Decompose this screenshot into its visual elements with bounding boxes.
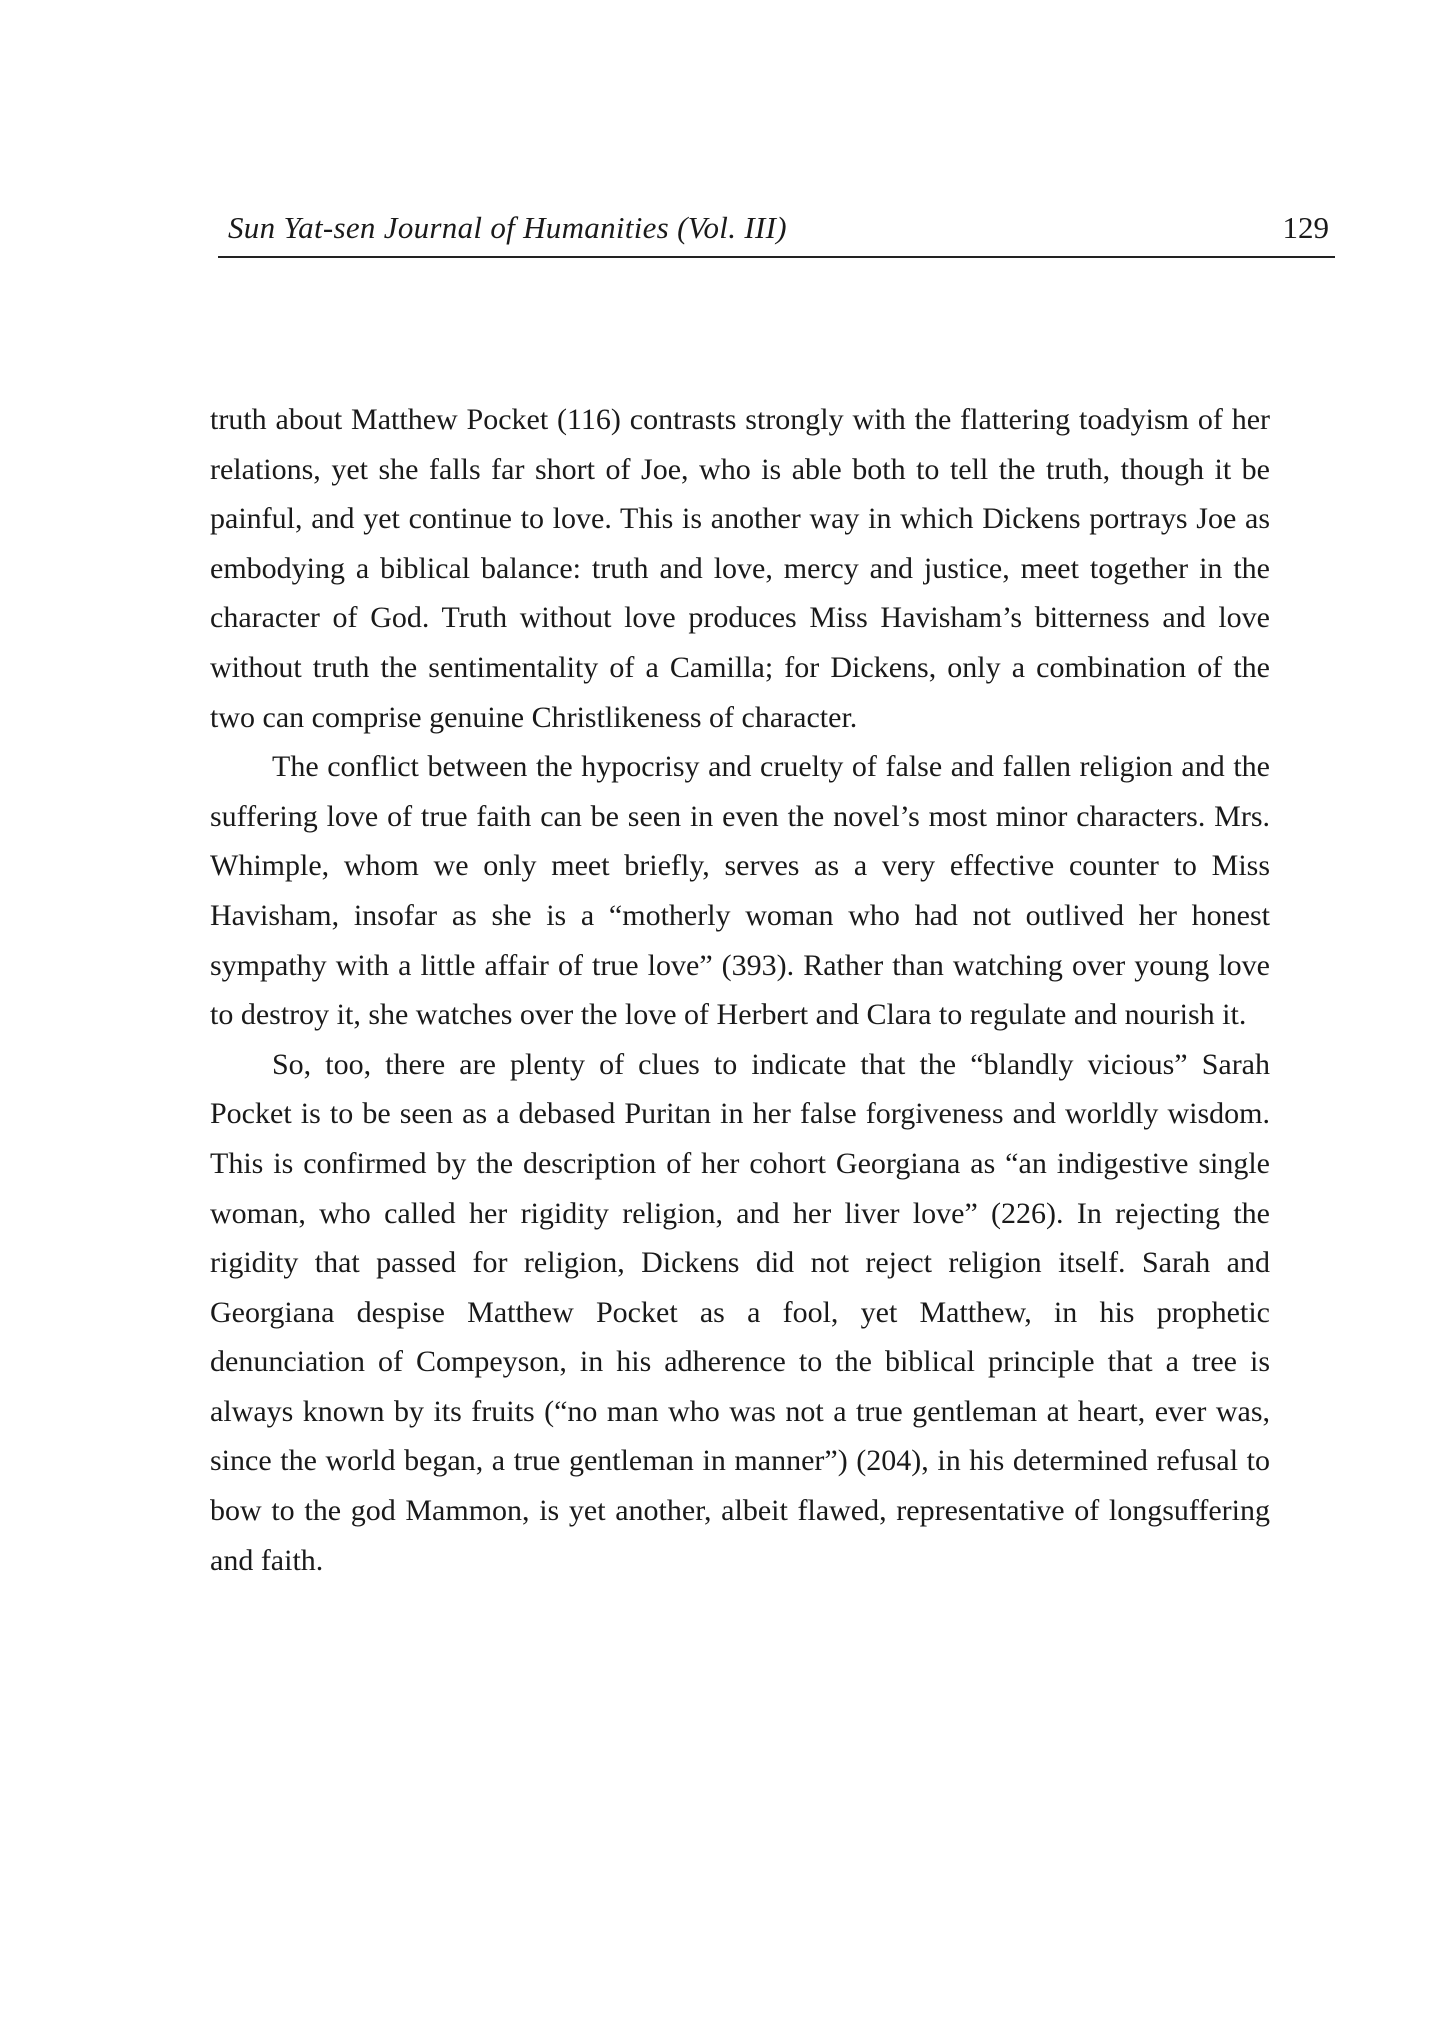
paragraph-2: The conflict between the hypocrisy and cruelty of false and fallen religion and the suffering love of true faith can be seen in even the novel’s most minor characters. Mrs. Whimple, whom we only meet briefly, serves as a very effective counter to Miss Havisham, insofar as she is a “motherly woman who had not outlived her honest sympathy with a little affair of true love” (393). Rather than watching over young love to destroy it, she watches over the love of Herbert and Clara to regulate and nourish it. bbox=[210, 750, 1270, 1032]
page-number: 129 bbox=[1282, 210, 1329, 245]
journal-title: Sun Yat-sen Journal of Humanities (Vol. III) bbox=[228, 210, 787, 245]
paragraph-3: So, too, there are plenty of clues to indicate that the “blandly vicious” Sarah Pocket is to be seen as a debased Puritan in her false forgiveness and worldly wisdom. This is confirmed by the description of her cohort Georgiana as “an indigestive single woman, who called her rigidity religion, and her liver love” (226). In rejecting the rigidity that passed for religion, Dickens did not reject religion itself. Sarah and Georgiana despise Matthew Pocket as a fool, yet Matthew, in his prophetic denunciation of Compeyson, in his adherence to the biblical principle that a tree is always known by its fruits (“no man who was not a true gentleman at heart, ever was, since the world began, a true gentleman in manner”) (204), in his determined refusal to bow to the god Mammon, is yet another, albeit flawed, representative of longsuffering and faith. bbox=[210, 1047, 1270, 1577]
body-text bbox=[210, 395, 1270, 1585]
running-header bbox=[218, 200, 1335, 258]
paragraph-1: truth about Matthew Pocket (116) contrasts strongly with the flattering toadyism of her relations, yet she falls far short of Joe, who is able both to tell the truth, though it be painful, and yet continue to love. This is another way in which Dickens portrays Joe as embodying a biblical balance: truth and love, mercy and justice, meet together in the character of God. Truth without love produces Miss Havisham’s bitterness and love without truth the sentimentality of a Camilla; for Dickens, only a combination of the two can comprise genuine Christlikeness of character. bbox=[210, 403, 1270, 734]
